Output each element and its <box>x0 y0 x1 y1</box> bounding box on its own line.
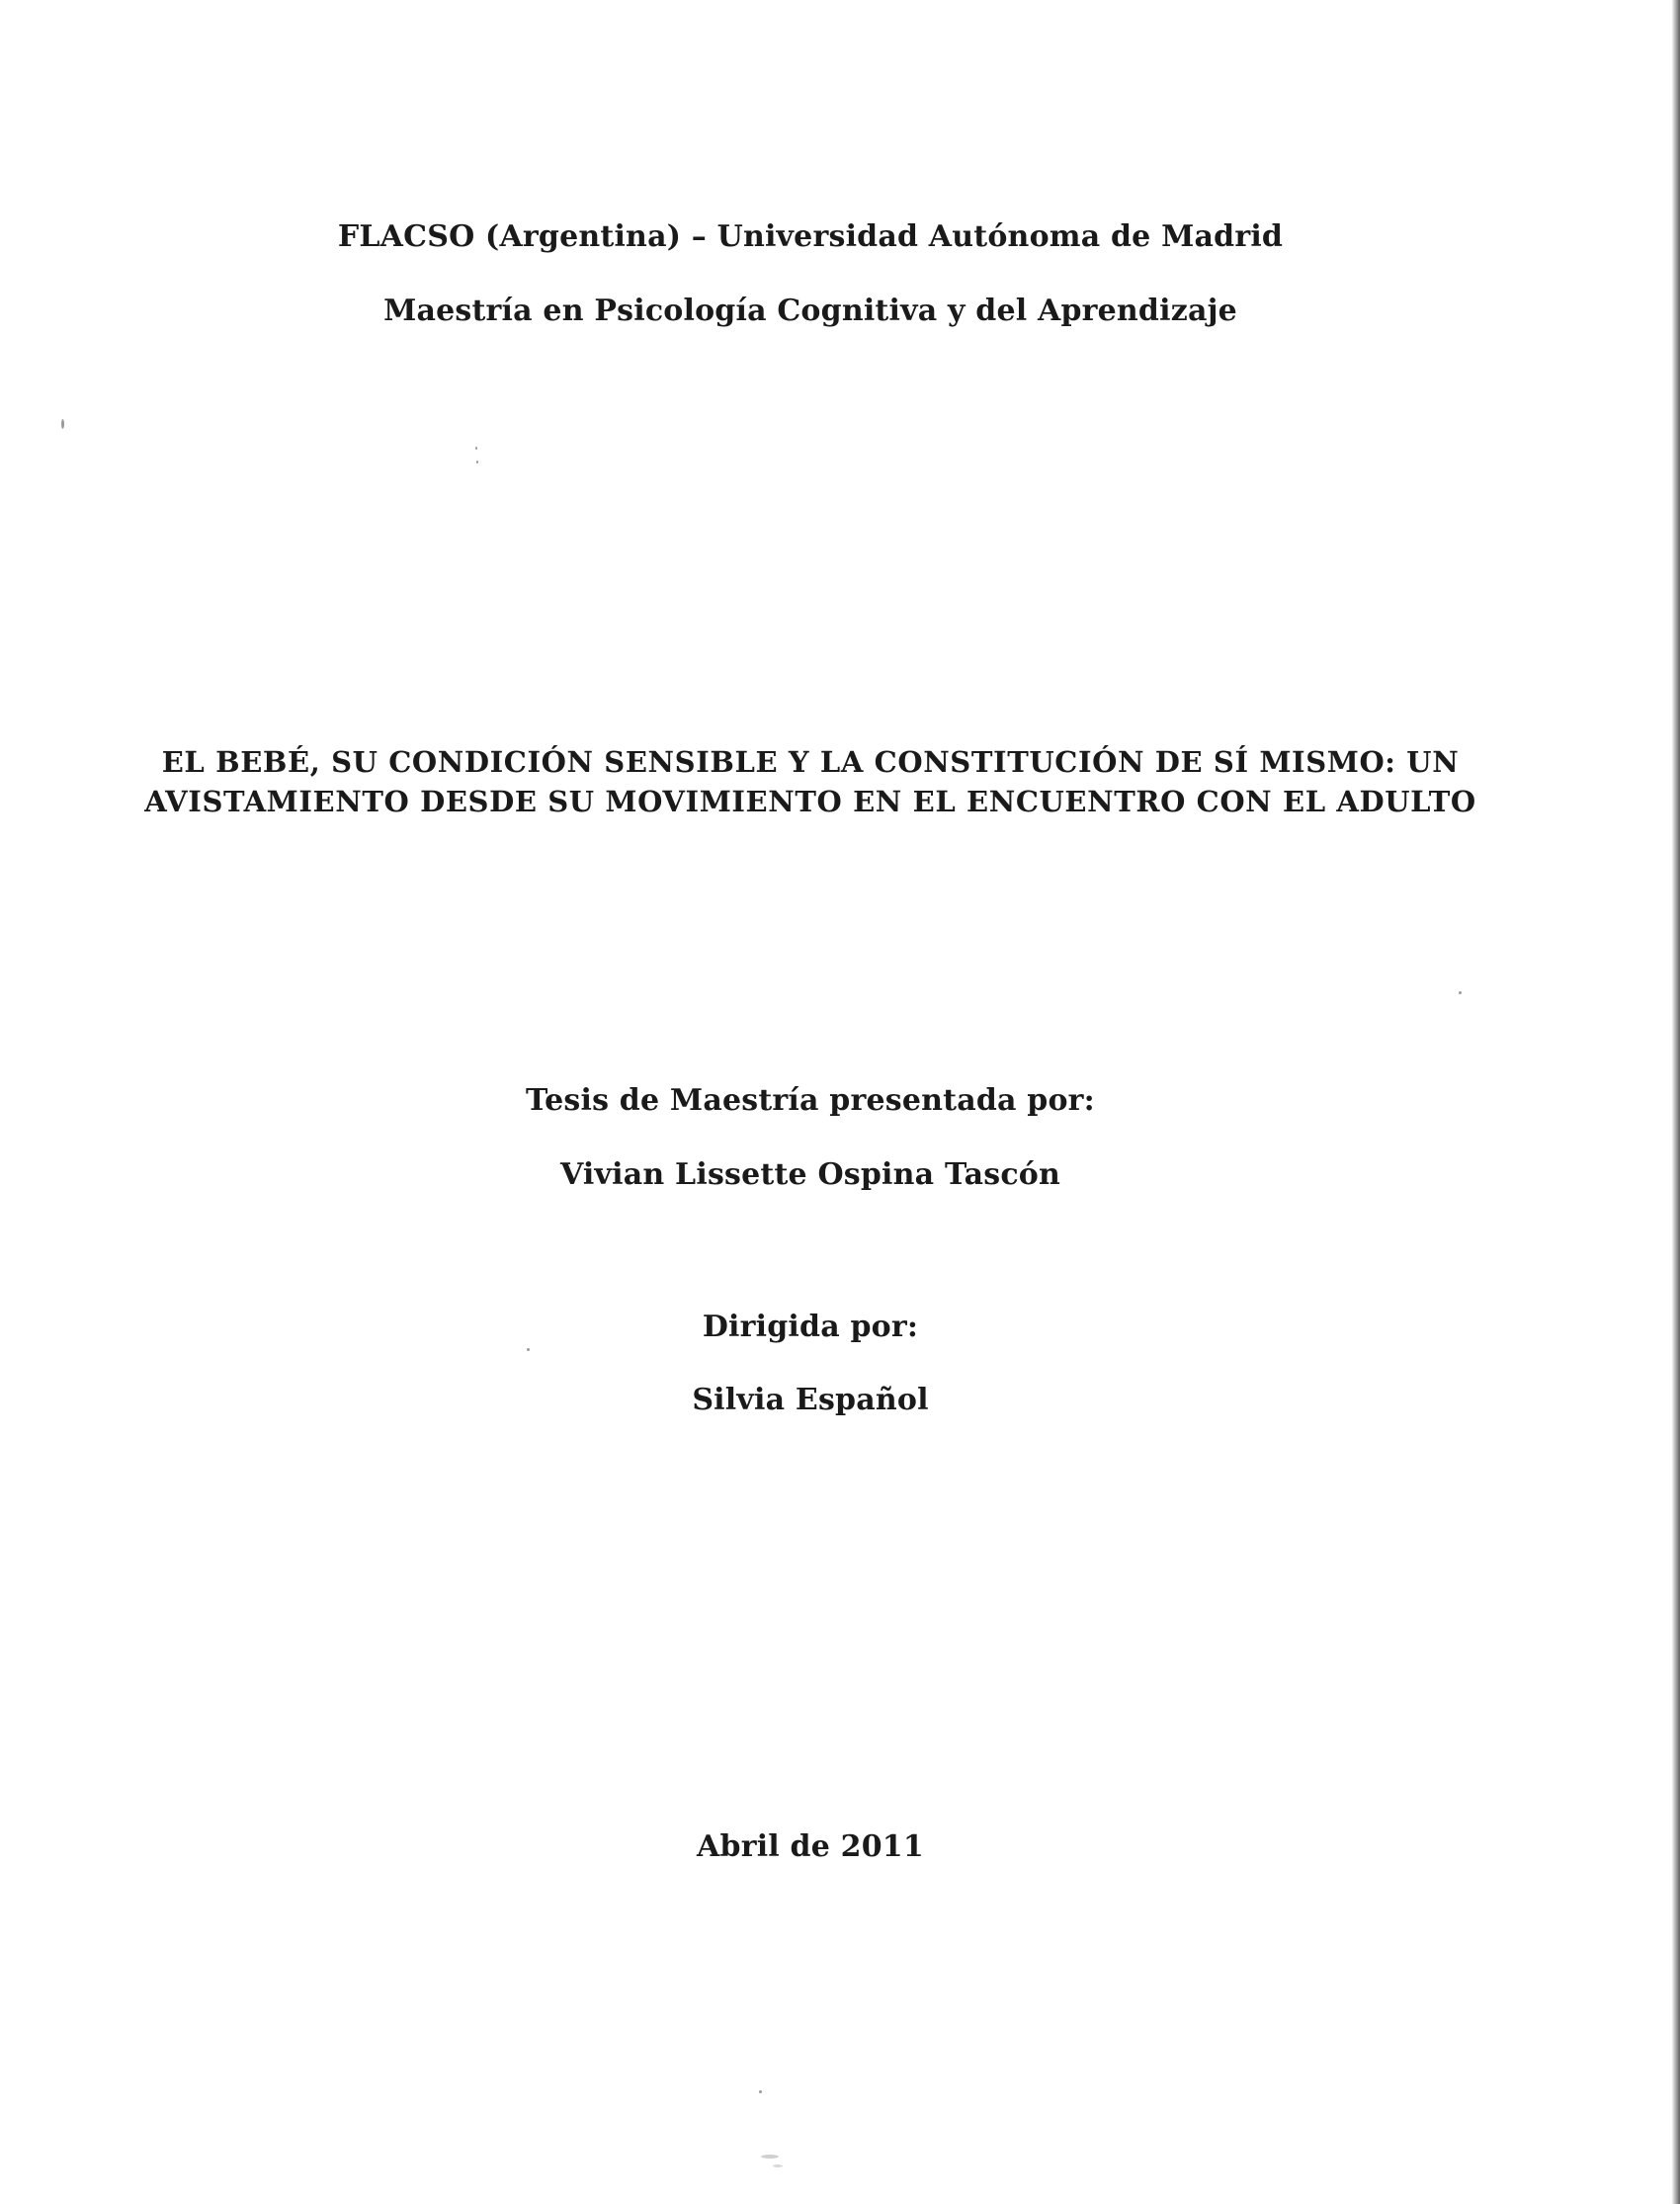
scan-speck <box>759 2090 762 2093</box>
scan-speck <box>476 461 478 464</box>
directed-by-label: Dirigida por: <box>702 1310 919 1344</box>
presented-by-label: Tesis de Maestría presentada por: <box>526 1083 1095 1118</box>
scan-edge-shadow <box>1672 0 1680 2204</box>
institution-heading: FLACSO (Argentina) – Universidad Autónoma de Madrid <box>337 219 1284 254</box>
thesis-title-line-1: EL BEBÉ, SU CONDICIÓN SENSIBLE Y LA CONSTITUCIÓN DE SÍ MISMO: UN <box>161 745 1460 779</box>
scan-speck <box>527 1348 530 1351</box>
program-heading: Maestría en Psicología Cognitiva y del Aprendizaje <box>383 294 1237 328</box>
director-name: Silvia Español <box>692 1383 929 1417</box>
thesis-title-line-2: AVISTAMIENTO DESDE SU MOVIMIENTO EN EL ENCUENTRO CON EL ADULTO <box>144 785 1476 818</box>
scan-speck <box>773 2164 783 2167</box>
thesis-date: Abril de 2011 <box>697 1829 924 1864</box>
scan-speck <box>475 447 477 450</box>
scan-speck <box>1459 991 1462 994</box>
scan-speck <box>61 419 64 429</box>
author-name: Vivian Lissette Ospina Tascón <box>559 1157 1061 1192</box>
scan-speck <box>761 2155 779 2159</box>
